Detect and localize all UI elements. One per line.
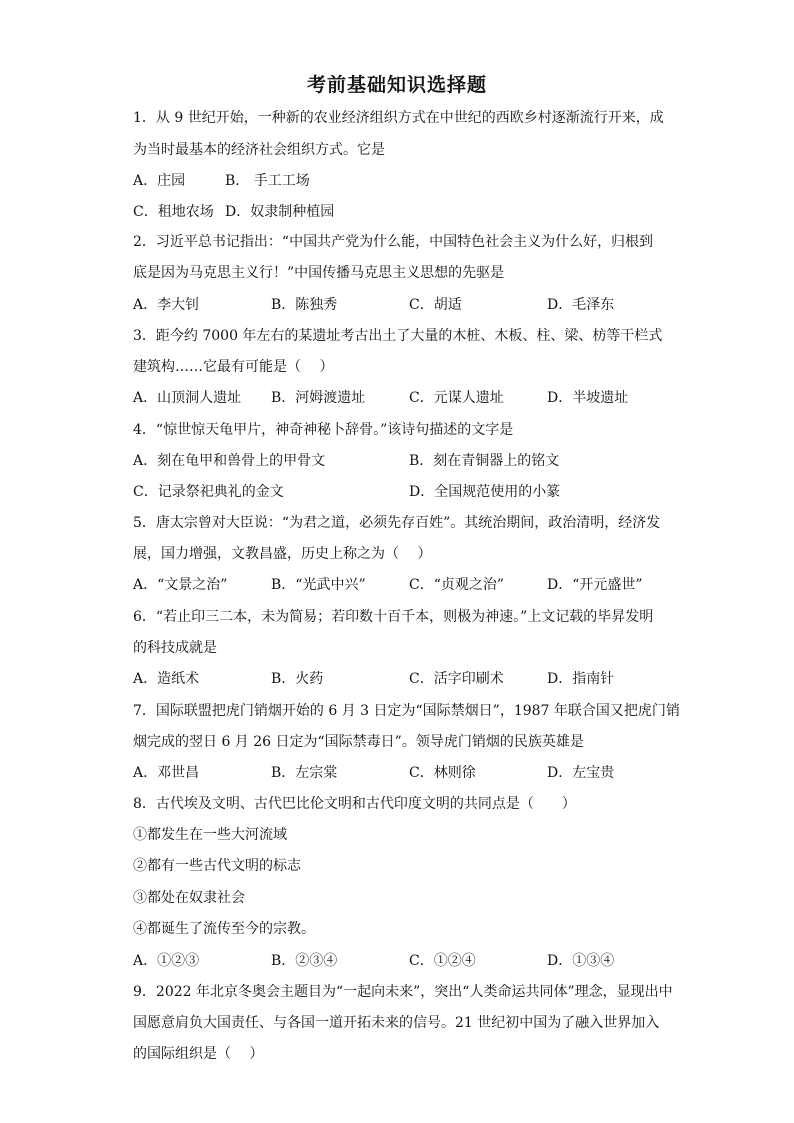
option-a[interactable]: A．造纸术 bbox=[133, 671, 200, 687]
option-d[interactable]: D．指南针 bbox=[547, 671, 615, 687]
option-d[interactable]: D．①③④ bbox=[547, 953, 615, 969]
option-c[interactable]: C．林则徐 bbox=[409, 765, 476, 781]
question-9-text-cont: 国愿意肩负大国责任、与各国一道开拓未来的信号。21 世纪初中国为了融入世界加入 bbox=[133, 1015, 660, 1031]
option-d[interactable]: D．毛泽东 bbox=[547, 297, 615, 313]
option-b[interactable]: B．陈独秀 bbox=[271, 297, 338, 313]
option-a[interactable]: A．李大钊 bbox=[133, 297, 200, 313]
option-c[interactable]: C．元谋人遗址 bbox=[409, 390, 504, 406]
option-b[interactable]: B．“光武中兴” bbox=[271, 577, 366, 593]
question-3-text: 3．距今约 7000 年左右的某遗址考古出土了大量的木桩、木板、柱、梁、枋等干栏式 bbox=[133, 328, 663, 344]
question-5-text: 5．唐太宗曾对大臣说：“为君之道，必须先存百姓”。其统治期间，政治清明，经济发 bbox=[133, 515, 661, 531]
question-8-text: 8．古代埃及文明、古代巴比伦文明和古代印度文明的共同点是（ ） bbox=[133, 796, 576, 812]
option-c[interactable]: C．①②④ bbox=[409, 953, 476, 969]
option-d[interactable]: D．“开元盛世” bbox=[547, 577, 643, 593]
option-a[interactable]: A．刻在龟甲和兽骨上的甲骨文 bbox=[133, 453, 326, 469]
option-d[interactable]: D．奴隶制种植园 bbox=[225, 204, 335, 220]
question-6-text-cont: 的科技成就是 bbox=[133, 640, 217, 656]
option-a[interactable]: A．庄园 bbox=[133, 173, 186, 189]
question-2-text: 2．习近平总书记指出：“中国共产党为什么能，中国特色社会主义为什么好，归根到 bbox=[133, 234, 654, 250]
statement-4: ④都诞生了流传至今的宗教。 bbox=[133, 921, 315, 937]
statement-1: ①都发生在一些大河流域 bbox=[133, 827, 287, 843]
option-d[interactable]: D．全国规范使用的小篆 bbox=[409, 484, 561, 500]
option-a[interactable]: A．邓世昌 bbox=[133, 765, 200, 781]
question-1-text: 1．从 9 世纪开始，一种新的农业经济组织方式在中世纪的西欧乡村逐渐流行开来，成 bbox=[133, 110, 664, 126]
option-a[interactable]: A．“文景之治” bbox=[133, 577, 228, 593]
question-9-text: 9．2022 年北京冬奥会主题目为“一起向未来”，突出“人类命运共同体”理念，显现出中 bbox=[133, 984, 673, 1000]
option-c[interactable]: C．记录祭祀典礼的金文 bbox=[133, 484, 284, 500]
question-7-text-cont: 烟完成的翌日 6 月 26 日定为“国际禁毒日”。领导虎门销烟的民族英雄是 bbox=[133, 734, 584, 750]
question-6-text: 6．“若止印三二本，未为简易；若印数十百千本，则极为神速。”上文记载的毕昇发明 bbox=[133, 609, 654, 625]
statement-3: ③都处在奴隶社会 bbox=[133, 890, 245, 906]
option-b[interactable]: B．左宗棠 bbox=[271, 765, 338, 781]
option-b[interactable]: B．河姆渡遗址 bbox=[271, 390, 366, 406]
option-c[interactable]: C．胡适 bbox=[409, 297, 462, 313]
option-b[interactable]: B．刻在青铜器上的铭文 bbox=[409, 453, 560, 469]
question-3-text-cont: 建筑构……它最有可能是（ ） bbox=[133, 359, 334, 375]
question-2-text-cont: 底是因为马克思主义行！”中国传播马克思主义思想的先驱是 bbox=[133, 265, 505, 281]
question-7-text: 7．国际联盟把虎门销烟开始的 6 月 3 日定为“国际禁烟日”，1987 年联合国又把虎门销 bbox=[133, 703, 680, 719]
option-c[interactable]: C．“贞观之治” bbox=[409, 577, 505, 593]
option-d[interactable]: D．半坡遗址 bbox=[547, 390, 629, 406]
option-b[interactable]: B． 手工工场 bbox=[225, 173, 310, 189]
page-title: 考前基础知识选择题 bbox=[306, 74, 487, 96]
option-c[interactable]: C．活字印刷术 bbox=[409, 671, 504, 687]
option-c[interactable]: C．租地农场 bbox=[133, 204, 214, 220]
question-5-text-cont: 展，国力增强，文教昌盛，历史上称之为（ ） bbox=[133, 546, 432, 562]
option-a[interactable]: A．山顶洞人遗址 bbox=[133, 390, 242, 406]
option-d[interactable]: D．左宝贵 bbox=[547, 765, 615, 781]
option-a[interactable]: A．①②③ bbox=[133, 953, 200, 969]
option-b[interactable]: B．②③④ bbox=[271, 953, 338, 969]
question-4-text: 4．“惊世惊天龟甲片，神奇神秘卜辞骨。”该诗句描述的文字是 bbox=[133, 422, 514, 438]
statement-2: ②都有一些古代文明的标志 bbox=[133, 858, 301, 874]
option-b[interactable]: B．火药 bbox=[271, 671, 324, 687]
question-9-text-cont2: 的国际组织是（ ） bbox=[133, 1046, 264, 1062]
question-1-text-cont: 为当时最基本的经济社会组织方式。它是 bbox=[133, 142, 385, 158]
